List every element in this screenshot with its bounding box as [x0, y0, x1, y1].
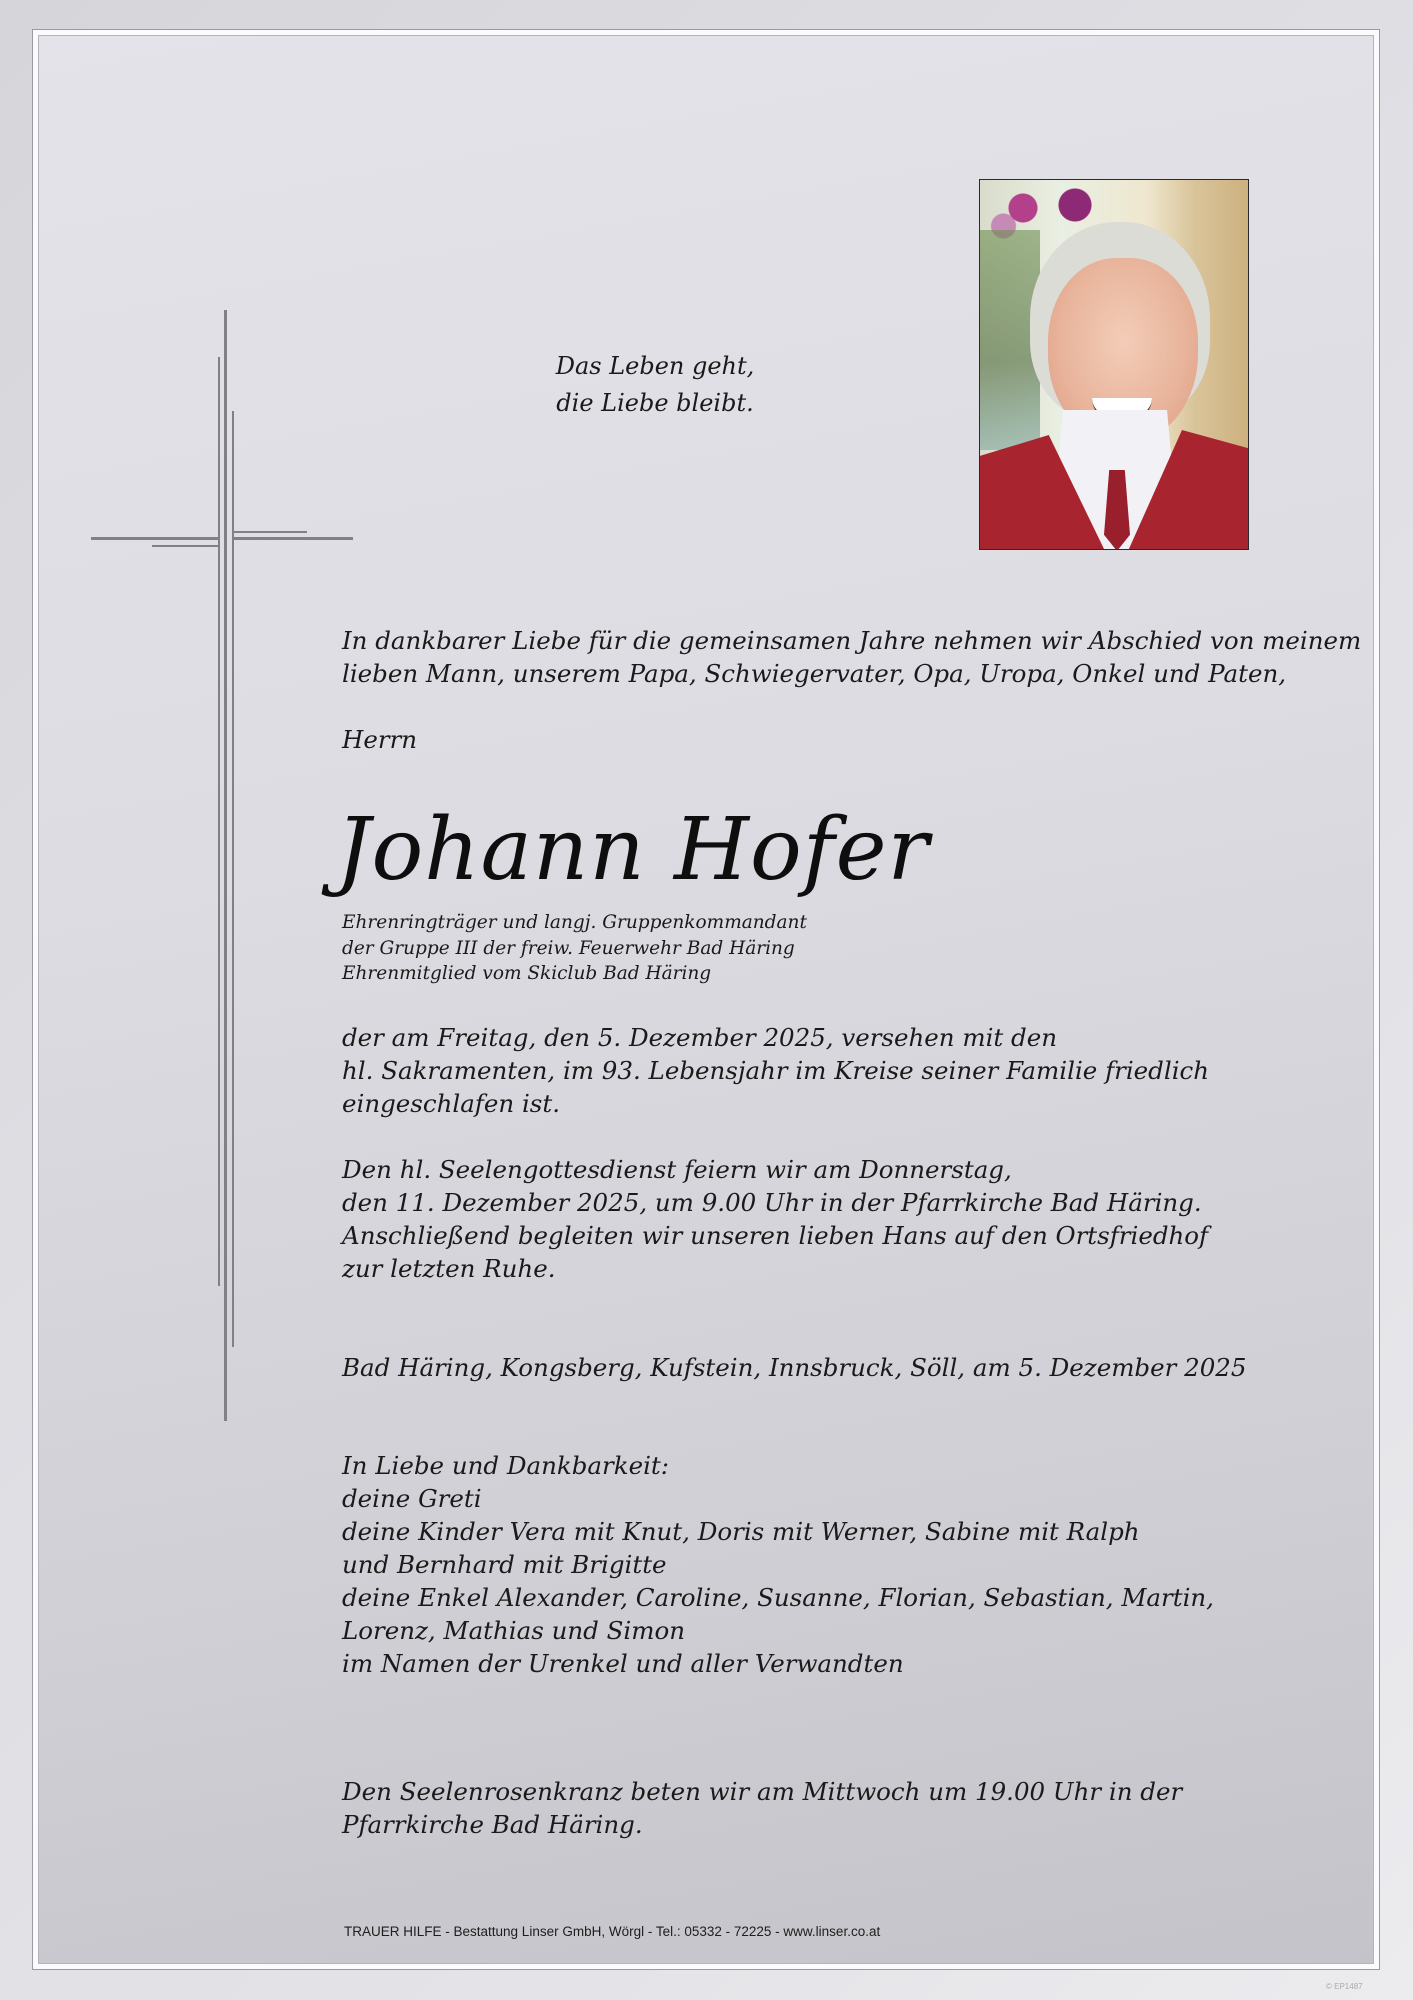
mourners — [342, 1449, 1214, 1680]
mourner-line: Lorenz, Mathias und Simon — [342, 1616, 686, 1645]
death-notice-line: eingeschlafen ist. — [342, 1089, 560, 1118]
honor-line: Ehrenringträger und langj. Gruppenkommandant — [342, 912, 807, 933]
rosary-line: Den Seelenrosenkranz beten wir am Mittwoch um 19.00 Uhr in der — [342, 1777, 1183, 1806]
death-notice-line: der am Freitag, den 5. Dezember 2025, versehen mit den — [342, 1023, 1057, 1052]
place-date: Bad Häring, Kongsberg, Kufstein, Innsbruck, Söll, am 5. Dezember 2025 — [342, 1353, 1247, 1382]
mourner-line: deine Greti — [342, 1484, 482, 1513]
death-notice-line: hl. Sakramenten, im 93. Lebensjahr im Kreise seiner Familie friedlich — [342, 1056, 1210, 1085]
salutation: Herrn — [342, 725, 418, 754]
rosary-line: Pfarrkirche Bad Häring. — [342, 1810, 643, 1839]
service-line: Anschließend begleiten wir unseren lieben Hans auf den Ortsfriedhof — [342, 1221, 1209, 1250]
mourner-line: im Namen der Urenkel und aller Verwandten — [342, 1649, 904, 1678]
mourner-line: deine Kinder Vera mit Knut, Doris mit Werner, Sabine mit Ralph — [342, 1517, 1140, 1546]
service-line: den 11. Dezember 2025, um 9.00 Uhr in der Pfarrkirche Bad Häring. — [342, 1188, 1202, 1217]
mourner-line: und Bernhard mit Brigitte — [342, 1550, 667, 1579]
funeral-home-footer: TRAUER HILFE - Bestattung Linser GmbH, Wörgl - Tel.: 05332 - 72225 - www.linser.co.at — [344, 1924, 881, 1939]
service-info — [342, 1153, 1208, 1285]
deceased-name: Johann Hofer — [336, 800, 930, 900]
mourner-line: In Liebe und Dankbarkeit: — [342, 1451, 670, 1480]
motto-line: Das Leben geht, — [555, 352, 755, 380]
portrait-photo — [979, 179, 1249, 550]
mourner-line: deine Enkel Alexander, Caroline, Susanne, Florian, Sebastian, Martin, — [342, 1583, 1214, 1612]
intro-line: lieben Mann, unserem Papa, Schwiegervater, Opa, Uropa, Onkel und Paten, — [342, 659, 1287, 688]
death-notice — [342, 1021, 1209, 1120]
motto — [540, 348, 770, 422]
motto-line: die Liebe bleibt. — [556, 389, 754, 417]
service-line: zur letzten Ruhe. — [342, 1254, 556, 1283]
intro-paragraph — [342, 624, 1361, 690]
honors — [342, 910, 807, 987]
service-line: Den hl. Seelengottesdienst feiern wir am Donnerstag, — [342, 1155, 1012, 1184]
honor-line: der Gruppe III der freiw. Feuerwehr Bad Häring — [342, 937, 795, 959]
honor-line: Ehrenmitglied vom Skiclub Bad Häring — [342, 963, 712, 984]
rosary-info — [342, 1775, 1182, 1841]
intro-line: In dankbarer Liebe für die gemeinsamen Jahre nehmen wir Abschied von meinem — [342, 626, 1362, 655]
template-code: © EP1487 — [1326, 1982, 1363, 1991]
